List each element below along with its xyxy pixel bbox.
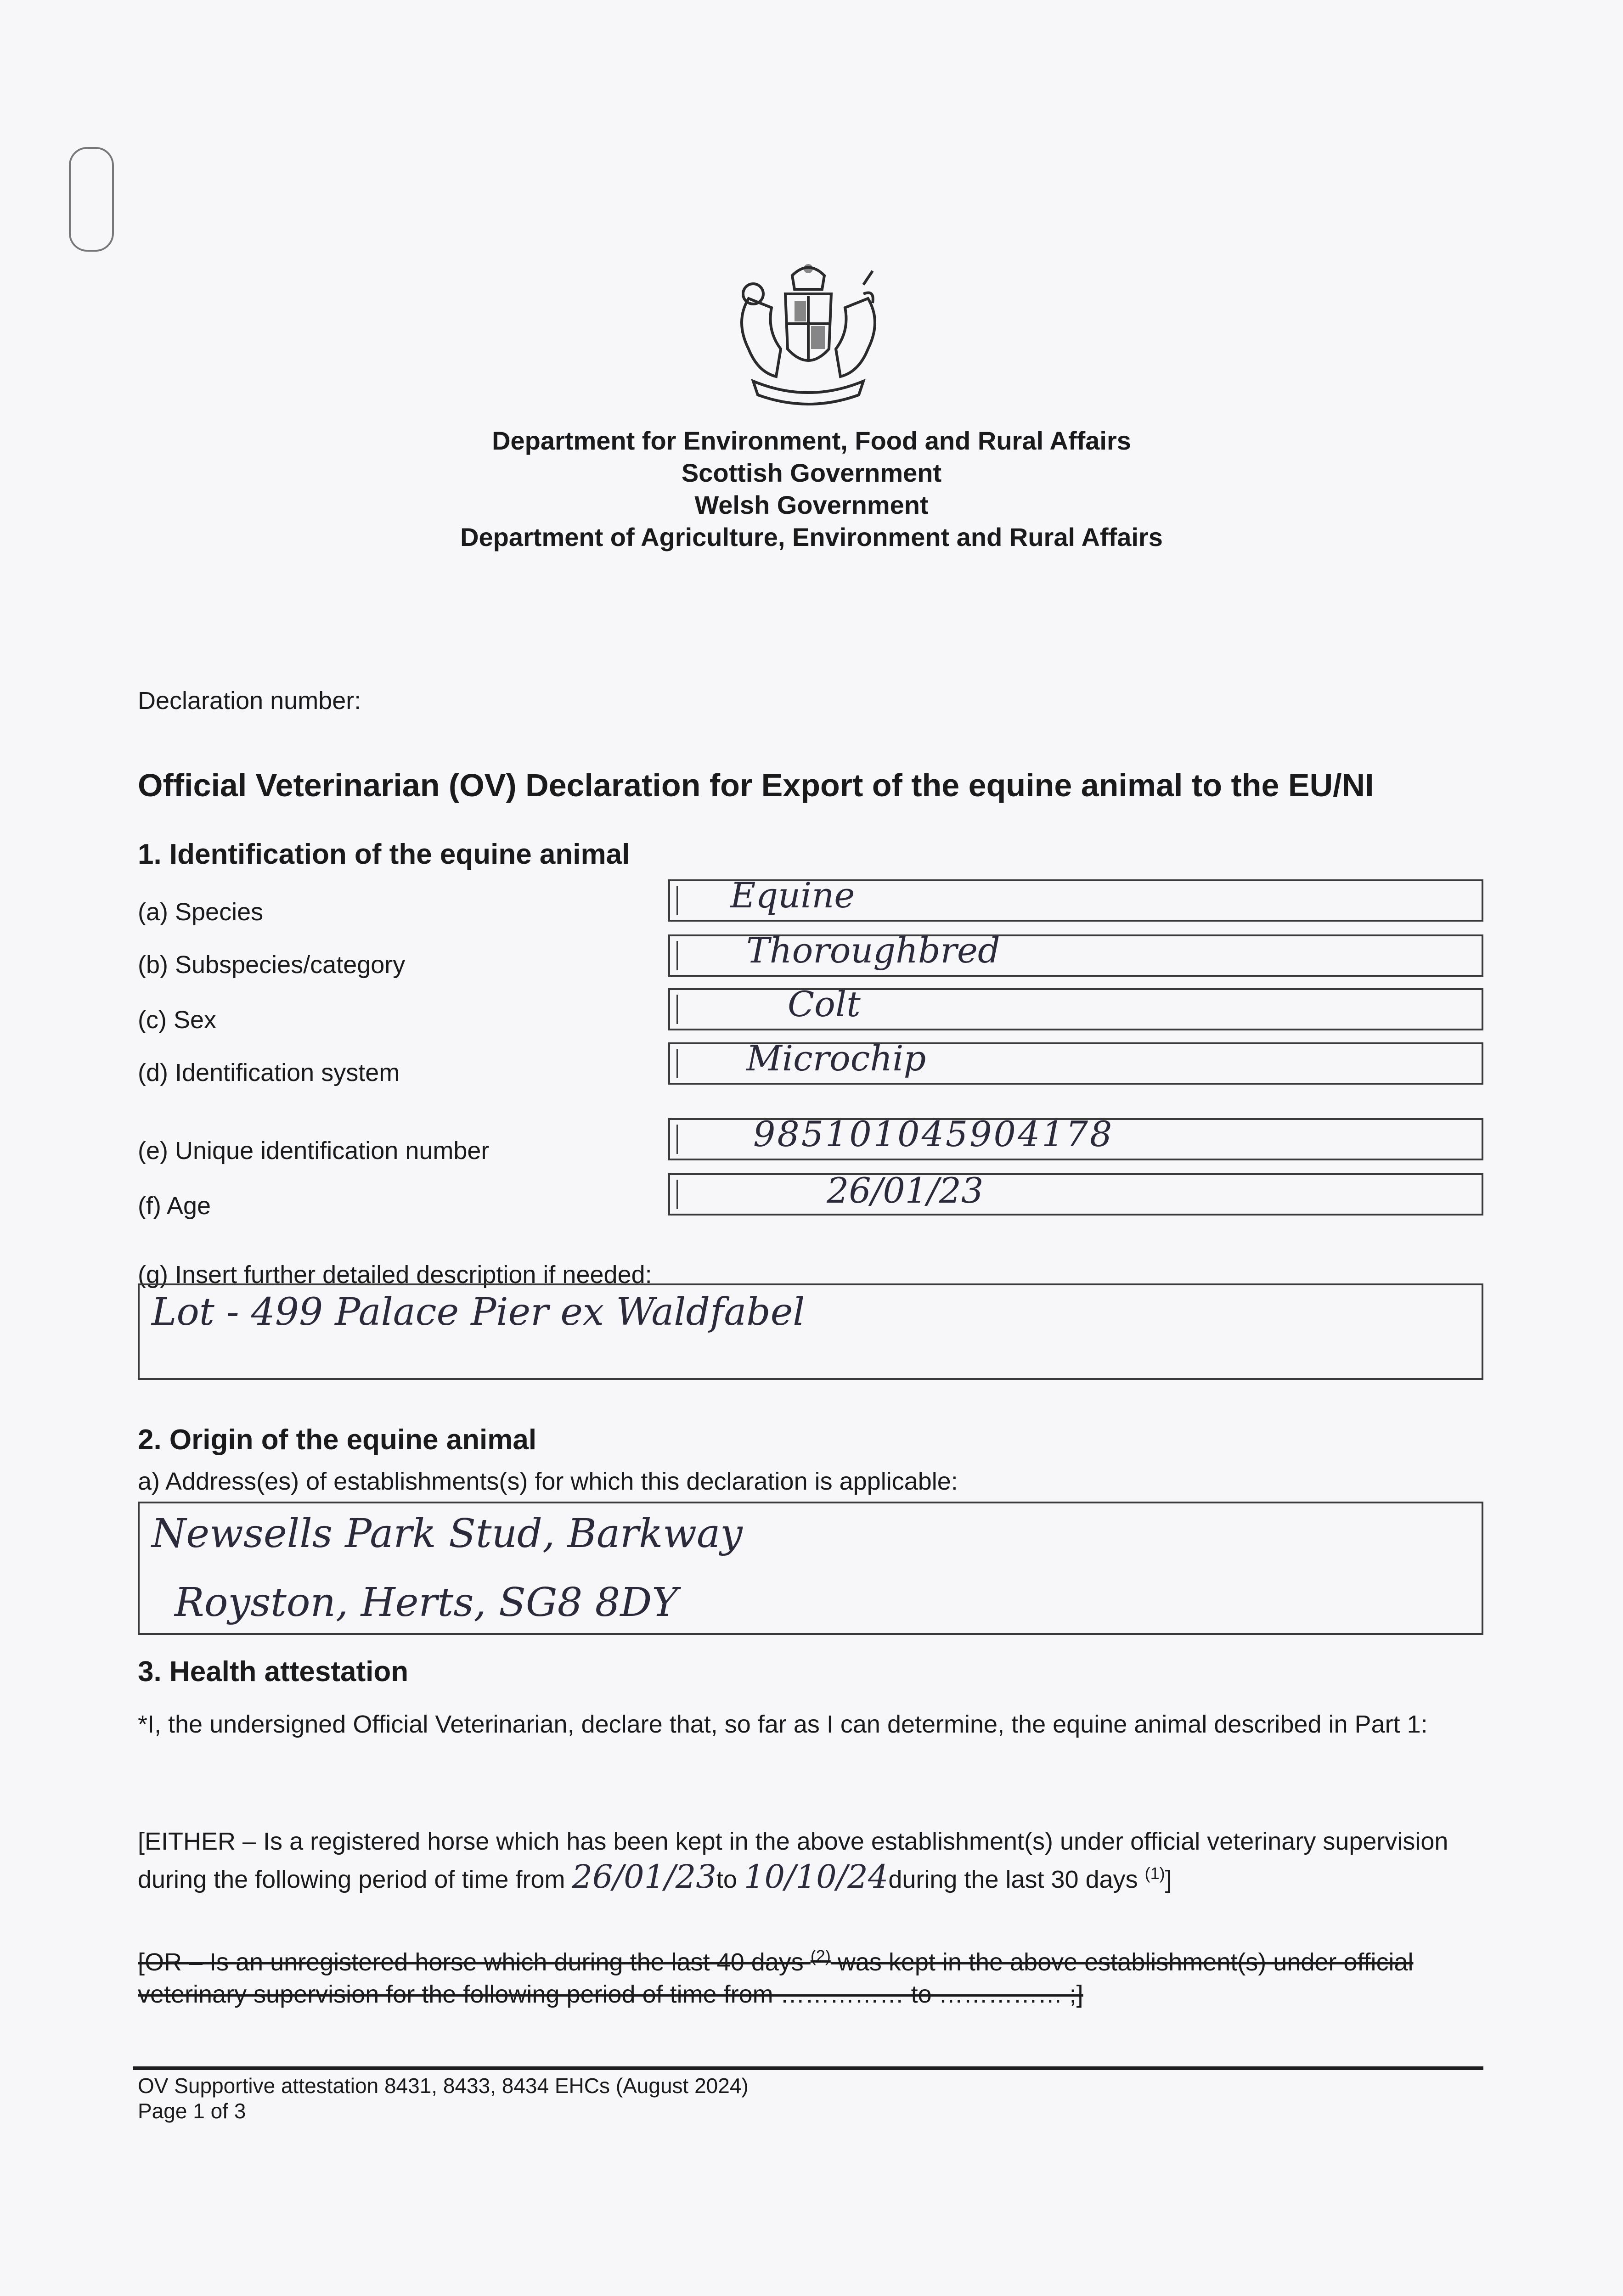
either-end: ] [1165, 1866, 1172, 1893]
address-label: a) Address(es) of establishments(s) for which this declaration is applicable: [138, 1468, 958, 1495]
from-date: 26/01/23 [572, 1858, 716, 1896]
either-clause [138, 1825, 1483, 1896]
scan-artifact [69, 147, 114, 252]
subspecies-value: Thoroughbred [746, 930, 1000, 971]
identification-system-label: (d) Identification system [138, 1059, 400, 1086]
to-date: 10/10/24 [744, 1858, 889, 1896]
subspecies-label: (b) Subspecies/category [138, 951, 406, 979]
footer-divider [133, 2066, 1483, 2070]
section3-heading: 3. Health attestation [138, 1656, 409, 1688]
issuer-line-welsh-gov: Welsh Government [694, 490, 929, 519]
unique-id-label: (e) Unique identification number [138, 1137, 490, 1165]
section2-heading: 2. Origin of the equine animal [138, 1424, 537, 1456]
age-label: (f) Age [138, 1192, 211, 1220]
footer-page-number: Page 1 of 3 [138, 2099, 246, 2123]
or-clause-struck [138, 1940, 1483, 2010]
sex-label: (c) Sex [138, 1006, 217, 1034]
age-field[interactable] [668, 1173, 1483, 1216]
age-value: 26/01/23 [827, 1170, 984, 1211]
identification-system-value: Microchip [746, 1038, 926, 1079]
sex-value: Colt [788, 984, 861, 1024]
to-word: to [716, 1866, 744, 1893]
issuer-line-daera: Department of Agriculture, Environment and Rural Affairs [460, 523, 1163, 551]
issuer-line-defra: Department for Environment, Food and Rural Affairs [492, 426, 1131, 455]
footnote-1-ref: (1) [1144, 1864, 1165, 1883]
description-label: (g) Insert further detailed description if needed: [138, 1261, 652, 1289]
declaration-number-label: Declaration number: [138, 687, 361, 715]
section1-heading: 1. Identification of the equine animal [138, 838, 630, 870]
footer-form-reference: OV Supportive attestation 8431, 8433, 8434 EHCs (August 2024) [138, 2074, 749, 2098]
address-line1: Newsells Park Stud, Barkway [152, 1511, 743, 1557]
or-text-1: [OR – Is an unregistered horse which during the last 40 days [138, 1948, 811, 1976]
health-attestation-intro: *I, the undersigned Official Veterinarian, declare that, so far as I can determine, the equine animal described in Part 1: [138, 1711, 1428, 1738]
either-text-1: [EITHER – Is a registered horse which has been kept in the above establishment(s) under official veterinary supervision during the following period of time from [138, 1828, 1448, 1893]
address-line2: Royston, Herts, SG8 8DY [175, 1580, 678, 1626]
unique-id-value: 985101045904178 [753, 1114, 1114, 1154]
species-value: Equine [730, 875, 855, 916]
royal-coat-of-arms-icon [707, 257, 909, 409]
or-text-2: was kept in the above establishment(s) under official veterinary supervision for the following period of time from …………… to …………… ;] [138, 1948, 1414, 2008]
either-text-2: during the last 30 days [888, 1866, 1145, 1893]
page-title: Official Veterinarian (OV) Declaration for Export of the equine animal to the EU/NI [138, 767, 1374, 803]
species-label: (a) Species [138, 898, 264, 926]
issuer-line-scottish-gov: Scottish Government [681, 458, 942, 487]
description-value: Lot - 499 Palace Pier ex Waldfabel [152, 1290, 805, 1334]
footnote-2-ref: (2) [810, 1947, 831, 1965]
